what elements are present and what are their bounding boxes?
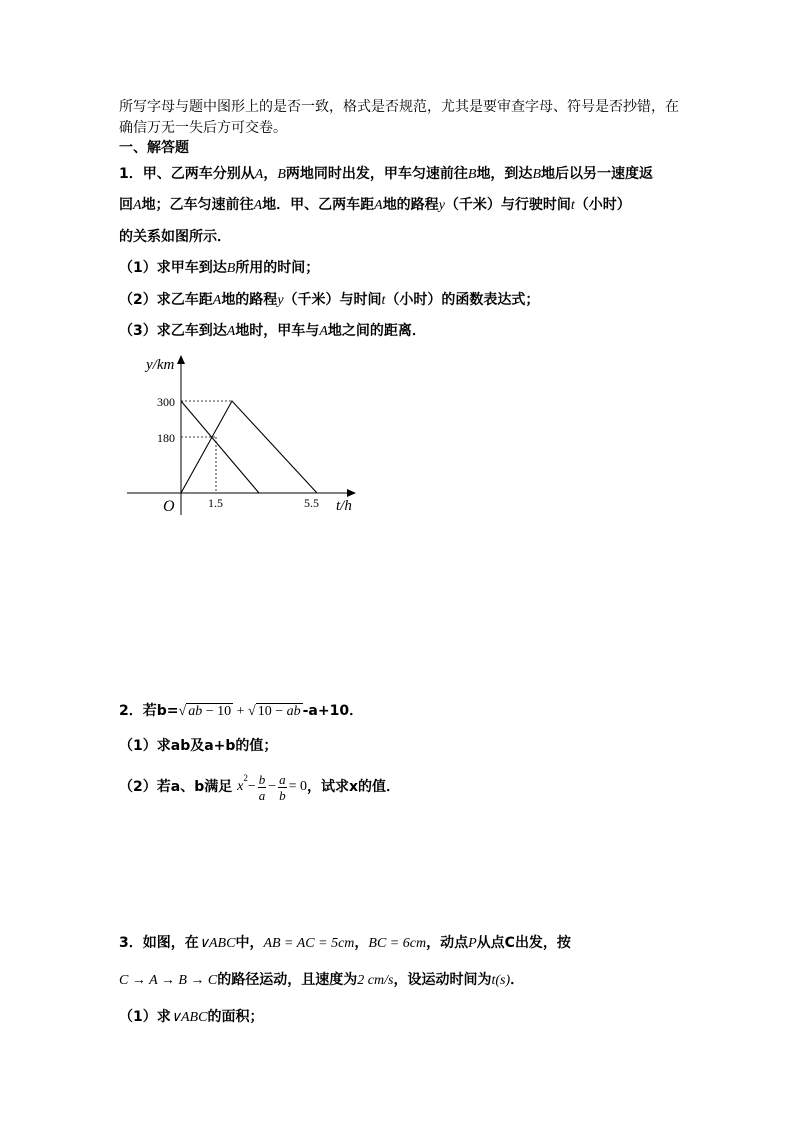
- fraction-a-over-b: $\frac{a}{b}$: [279, 771, 286, 803]
- origin-label: O: [163, 498, 175, 515]
- section-title: 一、解答题: [119, 140, 189, 156]
- q1-part-2: （2）求乙车距A地的路程y（千米）与时间t（小时）的函数表达式；: [119, 292, 540, 308]
- q3-line-1: 3．如图，在∨ABC中，AB = AC = 5cm，BC = 6cm，动点P从点C出发，按: [119, 935, 571, 951]
- q1-line-2: 回A地；乙车匀速前往A地．甲、乙两车距A地的路程y（千米）与行驶时间t（小时）: [119, 197, 631, 213]
- q3-part-1: （1）求∨ABC的面积；: [119, 1009, 264, 1025]
- x-axis-label: t/h: [336, 498, 352, 514]
- tick-5-5: 5.5: [304, 496, 319, 510]
- car-yi-line: [181, 401, 259, 493]
- q1-line-3: 的关系如图所示．: [119, 229, 231, 245]
- sqrt-1: √ ab − 10: [178, 704, 232, 719]
- x-axis-arrow: [347, 489, 356, 497]
- q2-line-1: 2．若b=√ ab − 10 + √ 10 − ab -a+10．: [119, 703, 364, 719]
- q1-part-3: （3）求乙车到达A地时，甲车与A地之间的距离．: [119, 323, 426, 339]
- tick-1-5: 1.5: [208, 496, 223, 510]
- fraction-b-over-a: $\frac{b}{a}$: [258, 771, 266, 803]
- y-axis-label: y/km: [146, 357, 175, 373]
- q1-line-1: 1．甲、乙两车分别从A，B两地同时出发，甲车匀速前往B地，到达B地后以另一速度返: [119, 166, 653, 182]
- q2-part-2: （2）若a、b满足 $x^2-$ $\frac{b}{a}$ − $\frac{a}{b}$ = 0，试求x的值．: [119, 771, 401, 803]
- tick-300: 300: [157, 395, 175, 409]
- intro-line-1: 所写字母与题中图形上的是否一致，格式是否规范，尤其是要审查字母、符号是否抄错，在: [119, 99, 679, 115]
- tick-180: 180: [157, 431, 175, 445]
- q1-part-1: （1）求甲车到达B所用的时间；: [119, 260, 320, 276]
- intro-line-2: 确信万无一失后方可交卷。: [119, 120, 287, 136]
- q2-part-1: （1）求ab及a+b的值；: [119, 738, 278, 754]
- q1-graph: [120, 345, 370, 520]
- car-jia-line: [181, 401, 317, 493]
- y-axis-arrow: [177, 355, 185, 364]
- sqrt-2: √ 10 − ab: [248, 704, 301, 719]
- q3-line-2: C → A → B → C的路径运动，且速度为2 cm/s，设运动时间为t(s)．: [119, 972, 525, 988]
